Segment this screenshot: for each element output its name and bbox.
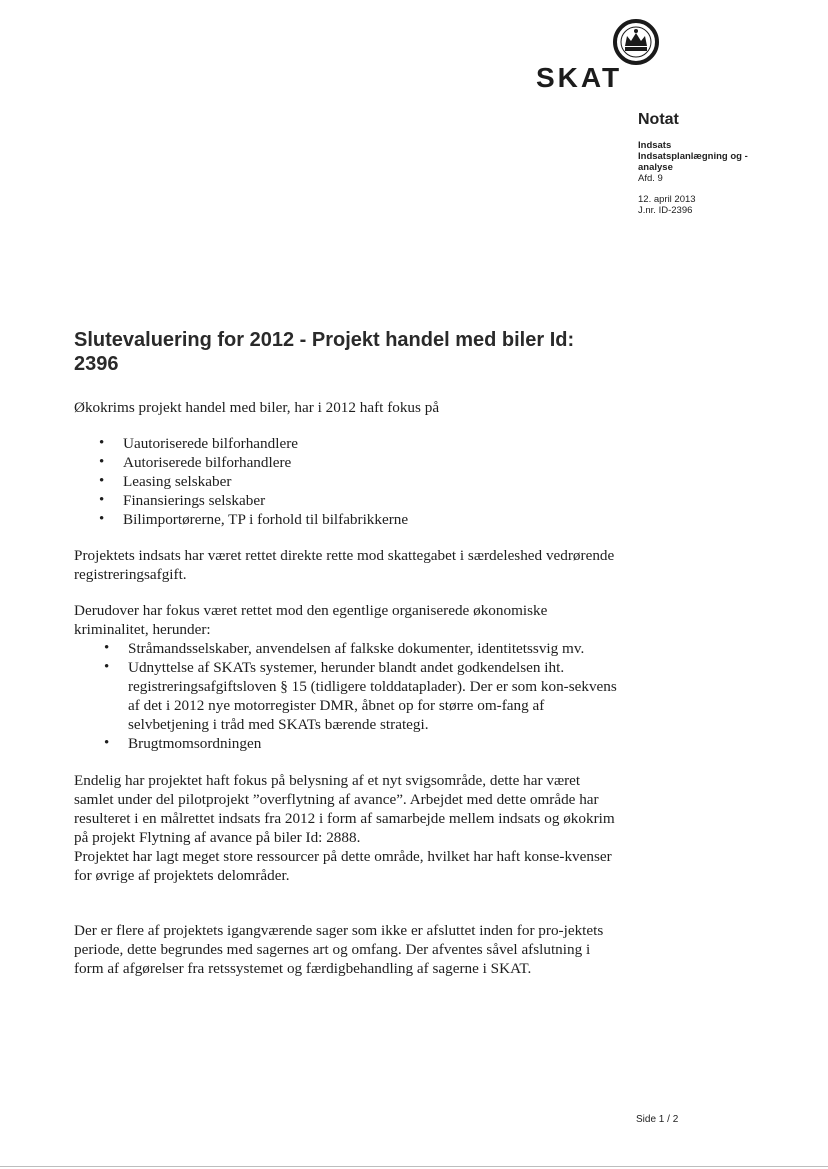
paragraph: Derudover har fokus været rettet mod den egentlige organiserede økonomiske kriminalitet, herunder: xyxy=(74,602,548,638)
focus-list xyxy=(74,434,619,529)
brand-wordmark: SKAT xyxy=(536,62,623,93)
document-date: 12. april 2013 xyxy=(638,194,696,205)
list-item: • Bilimportørerne, TP i forhold til bilfabrikkerne xyxy=(74,510,619,529)
paragraph: Projektet har lagt meget store ressourcer på dette område, hvilket har haft konse-kvenser for øvrige af projektets delområder. xyxy=(74,848,612,884)
document-info xyxy=(638,110,818,216)
title-line: 2396 xyxy=(74,353,119,375)
list-item: • Autoriserede bilforhandlere xyxy=(74,453,619,472)
document-type: Notat xyxy=(638,111,679,128)
crime-list xyxy=(74,639,619,753)
paragraph: Endelig har projektet haft fokus på belysning af et nyt svigsområde, dette har været samlet under del pilotprojekt ”overflytning af avance”. Arbejdet med dette område har resulteret i en målrettet indsats fra 2012 i form af samarbejde mellem indsats og økokrim på projekt Flytning af avance på biler Id: 2888. xyxy=(74,772,615,846)
list-item: • Udnyttelse af SKATs systemer, herunder blandt andet godkendelsen iht. registreringsafgiftsloven § 15 (tidligere tolddataplader). Der er som kon-sekvens af det i 2012 nye motorregister DMR, åbnet op for større om-fang af selvbetjening i tråd med SKATs bærende strategi. xyxy=(74,658,619,734)
department-line: Indsats xyxy=(638,140,672,151)
journal-number: J.nr. ID-2396 xyxy=(638,205,693,216)
intro-paragraph: Økokrims projekt handel med biler, har i 2012 haft fokus på xyxy=(74,399,440,416)
department-line: analyse xyxy=(638,162,673,173)
list-item: • Stråmandsselskaber, anvendelsen af falkske dokumenter, identitetssvig mv. xyxy=(74,639,619,658)
bottom-divider xyxy=(0,1166,828,1167)
list-item: • Finansierings selskaber xyxy=(74,491,619,510)
crown-seal-icon xyxy=(612,18,660,66)
department-number: Afd. 9 xyxy=(638,173,663,184)
department-line: Indsatsplanlægning og - xyxy=(638,151,748,162)
list-item: • Uautoriserede bilforhandlere xyxy=(74,434,619,453)
document-body xyxy=(74,398,619,978)
list-item: • Leasing selskaber xyxy=(74,472,619,491)
page-title xyxy=(74,328,634,376)
paragraph: Der er flere af projektets igangværende sager som ikke er afsluttet inden for pro-jektets periode, dette begrundes med sagernes art og omfang. Der afventes såvel afslutning i form af afgørelser fra retssystemet og færdigbehandling af sagerne i SKAT. xyxy=(74,922,604,977)
paragraph: Projektets indsats har været rettet direkte rette mod skattegabet i særdeleshed vedrørende registreringsafgift. xyxy=(74,547,615,583)
list-item: • Brugtmomsordningen xyxy=(74,734,619,753)
page-number: Side 1 / 2 xyxy=(636,1114,679,1125)
title-line: Slutevaluering for 2012 - Projekt handel med biler Id: xyxy=(74,329,575,351)
